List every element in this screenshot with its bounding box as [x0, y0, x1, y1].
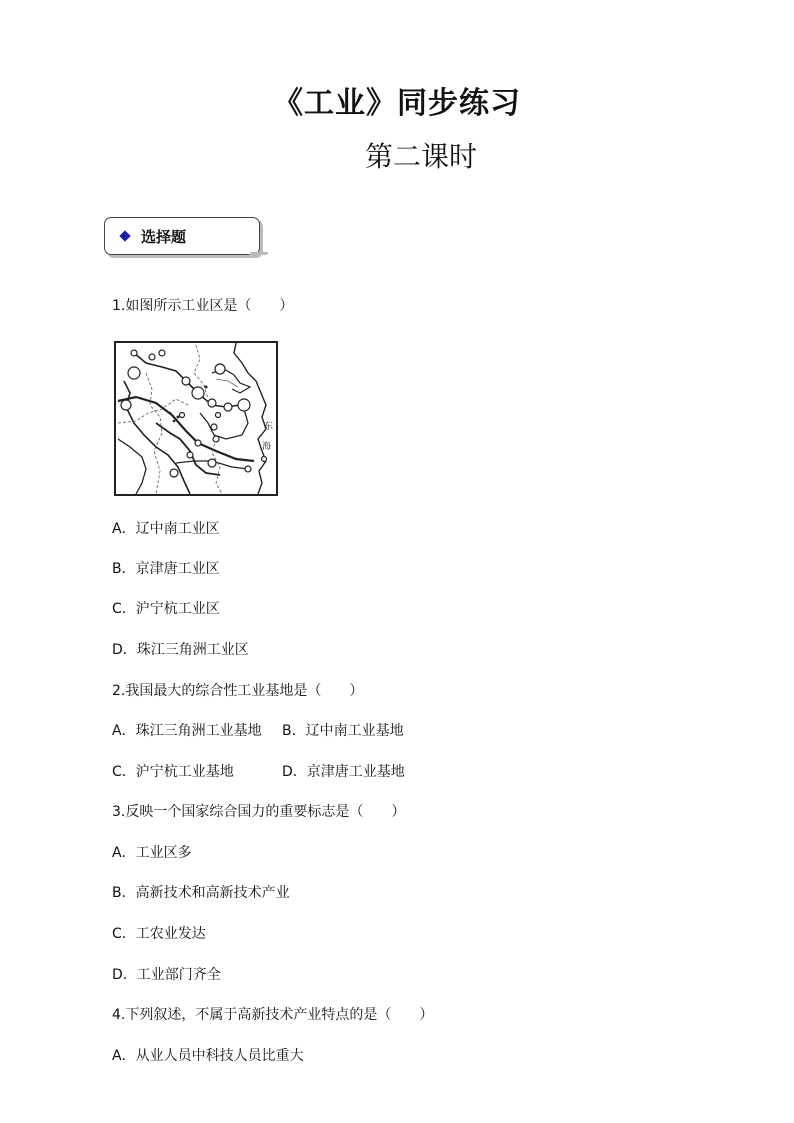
question-2-options-row-2: [112, 763, 405, 781]
question-2-option-d[interactable]: D．京津唐工业基地: [282, 764, 405, 780]
question-4-option-a[interactable]: A．从业人员中科技人员比重大: [112, 1048, 304, 1064]
question-3-option-a[interactable]: A．工业区多: [112, 845, 192, 861]
question-2-stem: 2.我国最大的综合性工业基地是（ ）: [112, 683, 364, 699]
question-3-option-d[interactable]: D．工业部门齐全: [112, 967, 221, 983]
question-1-stem: 1.如图所示工业区是（ ）: [112, 298, 294, 314]
question-4-stem: 4.下列叙述，不属于高新技术产业特点的是（ ）: [112, 1007, 434, 1023]
question-2-options-row-1: [112, 722, 404, 740]
section-label: 选择题: [141, 228, 187, 246]
page-title: 《工业》同步练习: [273, 86, 521, 121]
question-1-option-a[interactable]: A．辽中南工业区: [112, 521, 220, 537]
question-2-option-c[interactable]: C．沪宁杭工业基地: [112, 764, 234, 780]
question-1-option-c[interactable]: C．沪宁杭工业区: [112, 601, 220, 617]
diamond-icon: [119, 230, 130, 241]
map-label-east: 东: [264, 422, 274, 432]
question-2-option-b[interactable]: B．辽中南工业基地: [282, 723, 404, 739]
question-1-option-b[interactable]: B．京津唐工业区: [112, 561, 220, 577]
industrial-region-map: [114, 341, 278, 496]
map-label-sea: 海: [262, 442, 272, 452]
section-header: [104, 217, 260, 255]
question-1-option-d[interactable]: D．珠江三角洲工业区: [112, 642, 249, 658]
page-subtitle: 第二课时: [365, 140, 478, 173]
question-2-option-a[interactable]: A．珠江三角洲工业基地: [112, 723, 262, 739]
question-3-option-c[interactable]: C．工农业发达: [112, 926, 206, 942]
question-3-option-b[interactable]: B．高新技术和高新技术产业: [112, 885, 290, 901]
question-3-stem: 3.反映一个国家综合国力的重要标志是（ ）: [112, 804, 406, 820]
map-drawing: [116, 343, 276, 494]
